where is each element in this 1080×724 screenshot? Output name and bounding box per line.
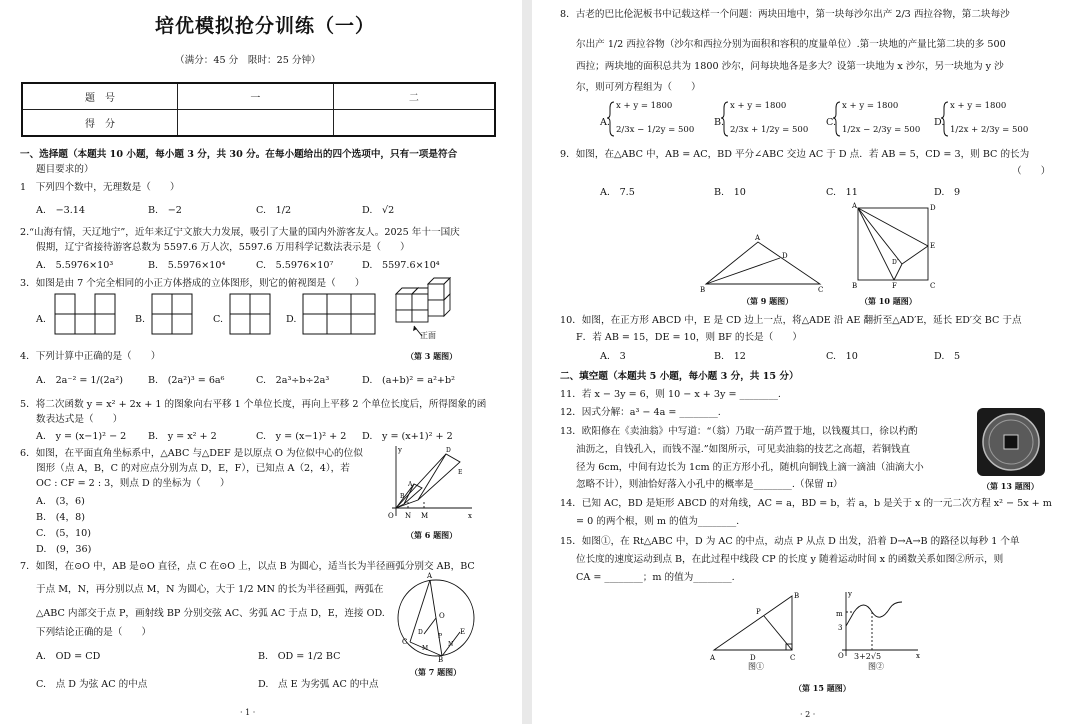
q9-option-b: B. 10 [714,187,746,198]
q8-stem-line1: 8．古老的巴比伦泥板书中记载这样一个问题：两块田地中，第一块每沙尔出产 2/3 西拉谷物，第二块每沙 [560,9,1010,20]
q14-stem-line2: = 0 的两个根，则 m 的值为________. [576,516,740,527]
q15-figure1-label: 图① [748,662,764,671]
score-cell-part2[interactable] [333,110,495,137]
q1-stem: 1 下列四个数中，无理数是（ ） [20,182,180,193]
q8-option-c-eq1: x + y = 1800 [842,101,899,111]
svg-text:N: N [448,641,454,648]
score-row-label: 得 分 [22,110,178,137]
q6-coordinate-figure [388,444,478,524]
q6-stem-line1: 6．如图，在平面直角坐标系中，△ABC 与△DEF 是以原点 O 为位似中心的位似 [20,448,363,459]
section1-heading-cont: 题目要求的） [36,164,94,175]
q8-option-a-eq2: 2/3x − 1/2y = 500 [616,125,695,135]
q12-stem: 12．因式分解：a³ − 4a = ________. [560,407,721,418]
coin-drawing [977,408,1045,476]
q13-caption: （第 13 题图） [982,481,1039,491]
q15-caption: （第 15 题图） [794,683,851,693]
q8-option-d-eq2: 1/2x + 2/3y = 500 [950,125,1029,135]
q10-stem-line2: F．若 AB = 15，DE = 10，则 BF 的长是（ ） [576,332,803,343]
q8-option-d-label: D. [934,117,945,128]
q1-option-a: A. −3.14 [36,205,85,216]
q4-option-b: B. (2a²)³ = 6a⁶ [148,375,225,386]
svg-text:y: y [398,446,402,454]
q6-caption: （第 6 题图） [406,530,458,540]
svg-text:O: O [439,612,445,620]
page-number-1: · 1 · [240,708,256,717]
q10-option-d: D. 5 [934,351,961,362]
q3-front-label: 正面 [420,331,436,340]
q3-caption: （第 3 题图） [406,351,458,361]
svg-text:B: B [852,282,858,290]
q6-option-c: C. (5，10) [36,528,92,539]
svg-text:x: x [916,652,920,660]
svg-text:C: C [818,286,824,294]
svg-text:M: M [422,645,429,652]
q10-stem-line1: 10．如图，在正方形 ABCD 中，E 是 CD 边上一点，将△ADE 沿 AE 翻折至△AD′E，延长 ED′交 BC 于点 [560,315,1022,326]
q3-option-a: A. [36,314,46,325]
svg-text:D: D [418,629,423,636]
q1-option-c: C. 1/2 [256,205,292,216]
q9-answer-paren: （ ） [1012,166,1051,177]
q9-caption: （第 9 题图） [742,296,794,306]
q7-option-b: B. OD = 1/2 BC [258,651,341,662]
svg-text:A: A [408,481,413,488]
q8-stem-line4: 尔，则可列方程组为（ ） [576,82,701,93]
page-title: 培优模拟抢分训练（一） [155,15,376,37]
q6-option-a: A. (3，6) [36,496,85,507]
q9-stem: 9．如图，在△ABC 中，AB = AC，BD 平分∠ABC 交边 AC 于 D 点．若 AB = 5，CD = 3，则 BC 的长为 [560,149,1030,160]
q10-caption: （第 10 题图） [860,296,917,306]
q8-option-d-eq1: x + y = 1800 [950,101,1007,111]
svg-text:P: P [438,633,443,640]
q4-option-d: D. (a+b)² = a²+b² [362,375,455,386]
q6-option-b: B. (4，8) [36,512,85,523]
q8-option-b-eq1: x + y = 1800 [730,101,787,111]
q13-stem-line2: 油沥之，自钱孔入，而钱不湿.”如图所示，可见卖油翁的技艺之高超，若铜钱直 [576,444,911,455]
q9-option-d: D. 9 [934,187,961,198]
q10-option-b: B. 12 [714,351,746,362]
q8-option-b-eq2: 2/3x + 1/2y = 500 [730,125,809,135]
q7-circle-figure [394,572,484,662]
q7-stem-line3: △ABC 内部交于点 P，画射线 BP 分别交弦 AC、劣弧 AC 于点 D，E，连接 OD. [36,608,385,619]
svg-text:D: D [782,252,788,260]
q8-option-a-label: A. [600,117,610,128]
q13-stem-line4: 忽略不计），则油恰好落入小孔中的概率是________.（保留 π） [576,479,843,490]
q13-stem-line1: 13．欧阳修在《卖油翁》中写道：“（翁）乃取一葫芦置于地，以钱覆其口，徐以杓酌 [560,426,918,437]
q2-option-b: B. 5.5976×10⁴ [148,260,226,271]
svg-text:B: B [700,286,706,294]
svg-text:D: D [446,447,451,454]
q7-caption: （第 7 题图） [410,667,462,677]
q3-option-d: D. [286,314,297,325]
q5-stem-line1: 5．将二次函数 y = x² + 2x + 1 的图象向右平移 1 个单位长度，再向上平移 2 个单位长度后，所得图象的函 [20,399,487,410]
q7-option-d: D. 点 E 为劣弧 AC 的中点 [258,679,379,690]
q13-coin-image [977,408,1045,476]
q13-stem-line3: 径为 6cm，中间有边长为 1cm 的正方形小孔，随机向铜钱上滴一滴油（油滴大小 [576,462,924,473]
q6-stem-line2: 图形（点 A，B，C 的对应点分别为点 D，E，F），已知点 A（2，4），若 [36,463,350,474]
q7-stem-line1: 7．如图，在⊙O 中，AB 是⊙O 直径，点 C 在⊙O 上，以点 B 为圆心，适当长为半径画弧分别交 AB，BC [20,561,475,572]
svg-text:A: A [755,234,761,242]
q8-option-b-label: B. [714,117,725,128]
q5-option-a: A. y = (x−1)² − 2 [36,431,127,442]
svg-text:B: B [400,493,405,500]
q8-stem-line2: 尔出产 1/2 西拉谷物（沙尔和西拉分别为面积和容积的度量单位）.第一块地的产量比第二块的多 500 [576,39,1006,50]
page-subtitle: （满分：45 分 限时：25 分钟） [175,55,321,66]
svg-text:m: m [836,610,843,618]
page-number-2: · 2 · [800,710,816,719]
q15-triangle-figure [708,590,818,662]
q3-option-c: C. [213,314,224,325]
q7-stem-line2: 于点 M，N，再分别以点 M，N 为圆心，大于 1/2 MN 的长为半径画弧，两弧在 [36,584,384,595]
q11-stem: 11．若 x − 3y = 6，则 10 − x + 3y = ________. [560,389,781,400]
svg-text:C: C [790,654,796,662]
q8-system-braces [532,100,1080,140]
q5-stem-line2: 数表达式是（ ） [36,414,123,425]
svg-text:M: M [421,512,429,520]
svg-text:x: x [468,512,472,520]
score-header-part1: 一 [178,83,334,110]
svg-text:A: A [852,202,858,210]
q5-option-d: D. y = (x+1)² + 2 [362,431,453,442]
q10-option-c: C. 10 [826,351,858,362]
q10-square-figure [850,202,940,292]
svg-text:E: E [930,242,936,250]
q2-option-c: C. 5.5976×10⁷ [256,260,334,271]
score-header-label: 题 号 [22,83,178,110]
svg-text:E: E [460,628,466,636]
page-2 [532,0,1080,724]
svg-text:D′: D′ [892,259,899,266]
svg-text:E: E [458,469,463,476]
q3-stem: 3．如图是由 7 个完全相同的小正方体搭成的立体图形，则它的俯视图是（ ） [20,278,365,289]
q5-option-b: B. y = x² + 2 [148,431,217,442]
svg-text:N: N [405,512,412,520]
svg-text:A: A [427,572,433,580]
q15-graph-tick: 3+2√5 [854,652,882,661]
q14-stem-line1: 14．已知 AC，BD 是矩形 ABCD 的对角线，AC = a，BD = b，若 a，b 是关于 x 的一元二次方程 x² − 5x + m [560,498,1052,509]
q2-stem-line1: 2.“山海有情，天辽地宁”，近年来辽宁文旅大力发展，吸引了大量的国内外游客友人。2025 年十一国庆 [20,227,460,238]
q9-triangle-figure [700,232,860,292]
q8-option-c-label: C. [826,117,837,128]
svg-text:P: P [756,608,761,616]
q4-option-c: C. 2a³÷b÷2a³ [256,375,330,386]
svg-text:C: C [930,282,936,290]
q2-option-a: A. 5.5976×10³ [36,260,114,271]
svg-text:B: B [794,592,800,600]
q1-option-d: D. √2 [362,205,395,216]
q5-option-c: C. y = (x−1)² + 2 [256,431,347,442]
q6-stem-line3: OC : CF = 2 : 3，则点 D 的坐标为（ ） [36,478,230,489]
q15-stem-line1: 15．如图①，在 Rt△ABC 中，D 为 AC 的中点，动点 P 从点 D 出发，沿着 D→A→B 的路径以每秒 1 个单 [560,536,1020,547]
score-header-part2: 二 [333,83,495,110]
q7-option-a: A. OD = CD [36,651,101,662]
q7-stem-line4: 下列结论正确的是（ ） [36,627,152,638]
svg-text:y: y [848,590,852,598]
q2-stem-line2: 假期，辽宁省接待游客总数为 5597.6 万人次，5597.6 万用科学记数法表示是（ ） [36,242,410,253]
score-table [21,82,496,137]
page-1 [0,0,522,724]
q8-option-a-eq1: x + y = 1800 [616,101,673,111]
section1-heading: 一、选择题（本题共 10 小题，每小题 3 分，共 30 分。在每小题给出的四个选项中，只有一项是符合 [20,149,458,160]
q10-option-a: A. 3 [600,351,626,362]
q1-option-b: B. −2 [148,205,182,216]
q8-option-c-eq2: 1/2x − 2/3y = 500 [842,125,921,135]
svg-text:B: B [438,656,444,664]
svg-text:A: A [710,654,716,662]
q7-option-c: C. 点 D 为弦 AC 的中点 [36,679,148,690]
svg-text:C: C [402,638,408,646]
svg-text:D: D [930,204,936,212]
q3-option-b: B. [135,314,146,325]
q6-option-d: D. (9，36) [36,544,92,555]
section2-heading: 二、填空题（本题共 5 小题，每小题 3 分，共 15 分） [560,371,799,382]
q4-option-a: A. 2a⁻² = 1/(2a²) [36,375,123,386]
q9-option-a: A. 7.5 [600,187,635,198]
svg-text:O: O [388,512,394,520]
q4-stem: 4．下列计算中正确的是（ ） [20,351,161,362]
q15-stem-line3: CA = ________；m 的值为________. [576,572,735,583]
svg-text:3: 3 [838,624,843,632]
q9-option-c: C. 11 [826,187,858,198]
q2-option-d: D. 5597.6×10⁴ [362,260,440,271]
svg-text:D: D [750,654,756,662]
svg-text:O: O [838,652,844,660]
q15-figure2-label: 图② [868,662,884,671]
q15-stem-line2: 位长度的速度运动到点 B，在此过程中线段 CP 的长度 y 随着运动时间 x 的函数关系如图②所示，则 [576,554,1004,565]
q8-stem-line3: 西拉；两块地的面积总共为 1800 沙尔，问每块地各是多大？设第一块地为 x 沙尔，另一块地为 y 沙 [576,61,1004,72]
score-cell-part1[interactable] [178,110,334,137]
svg-text:F: F [892,282,897,290]
